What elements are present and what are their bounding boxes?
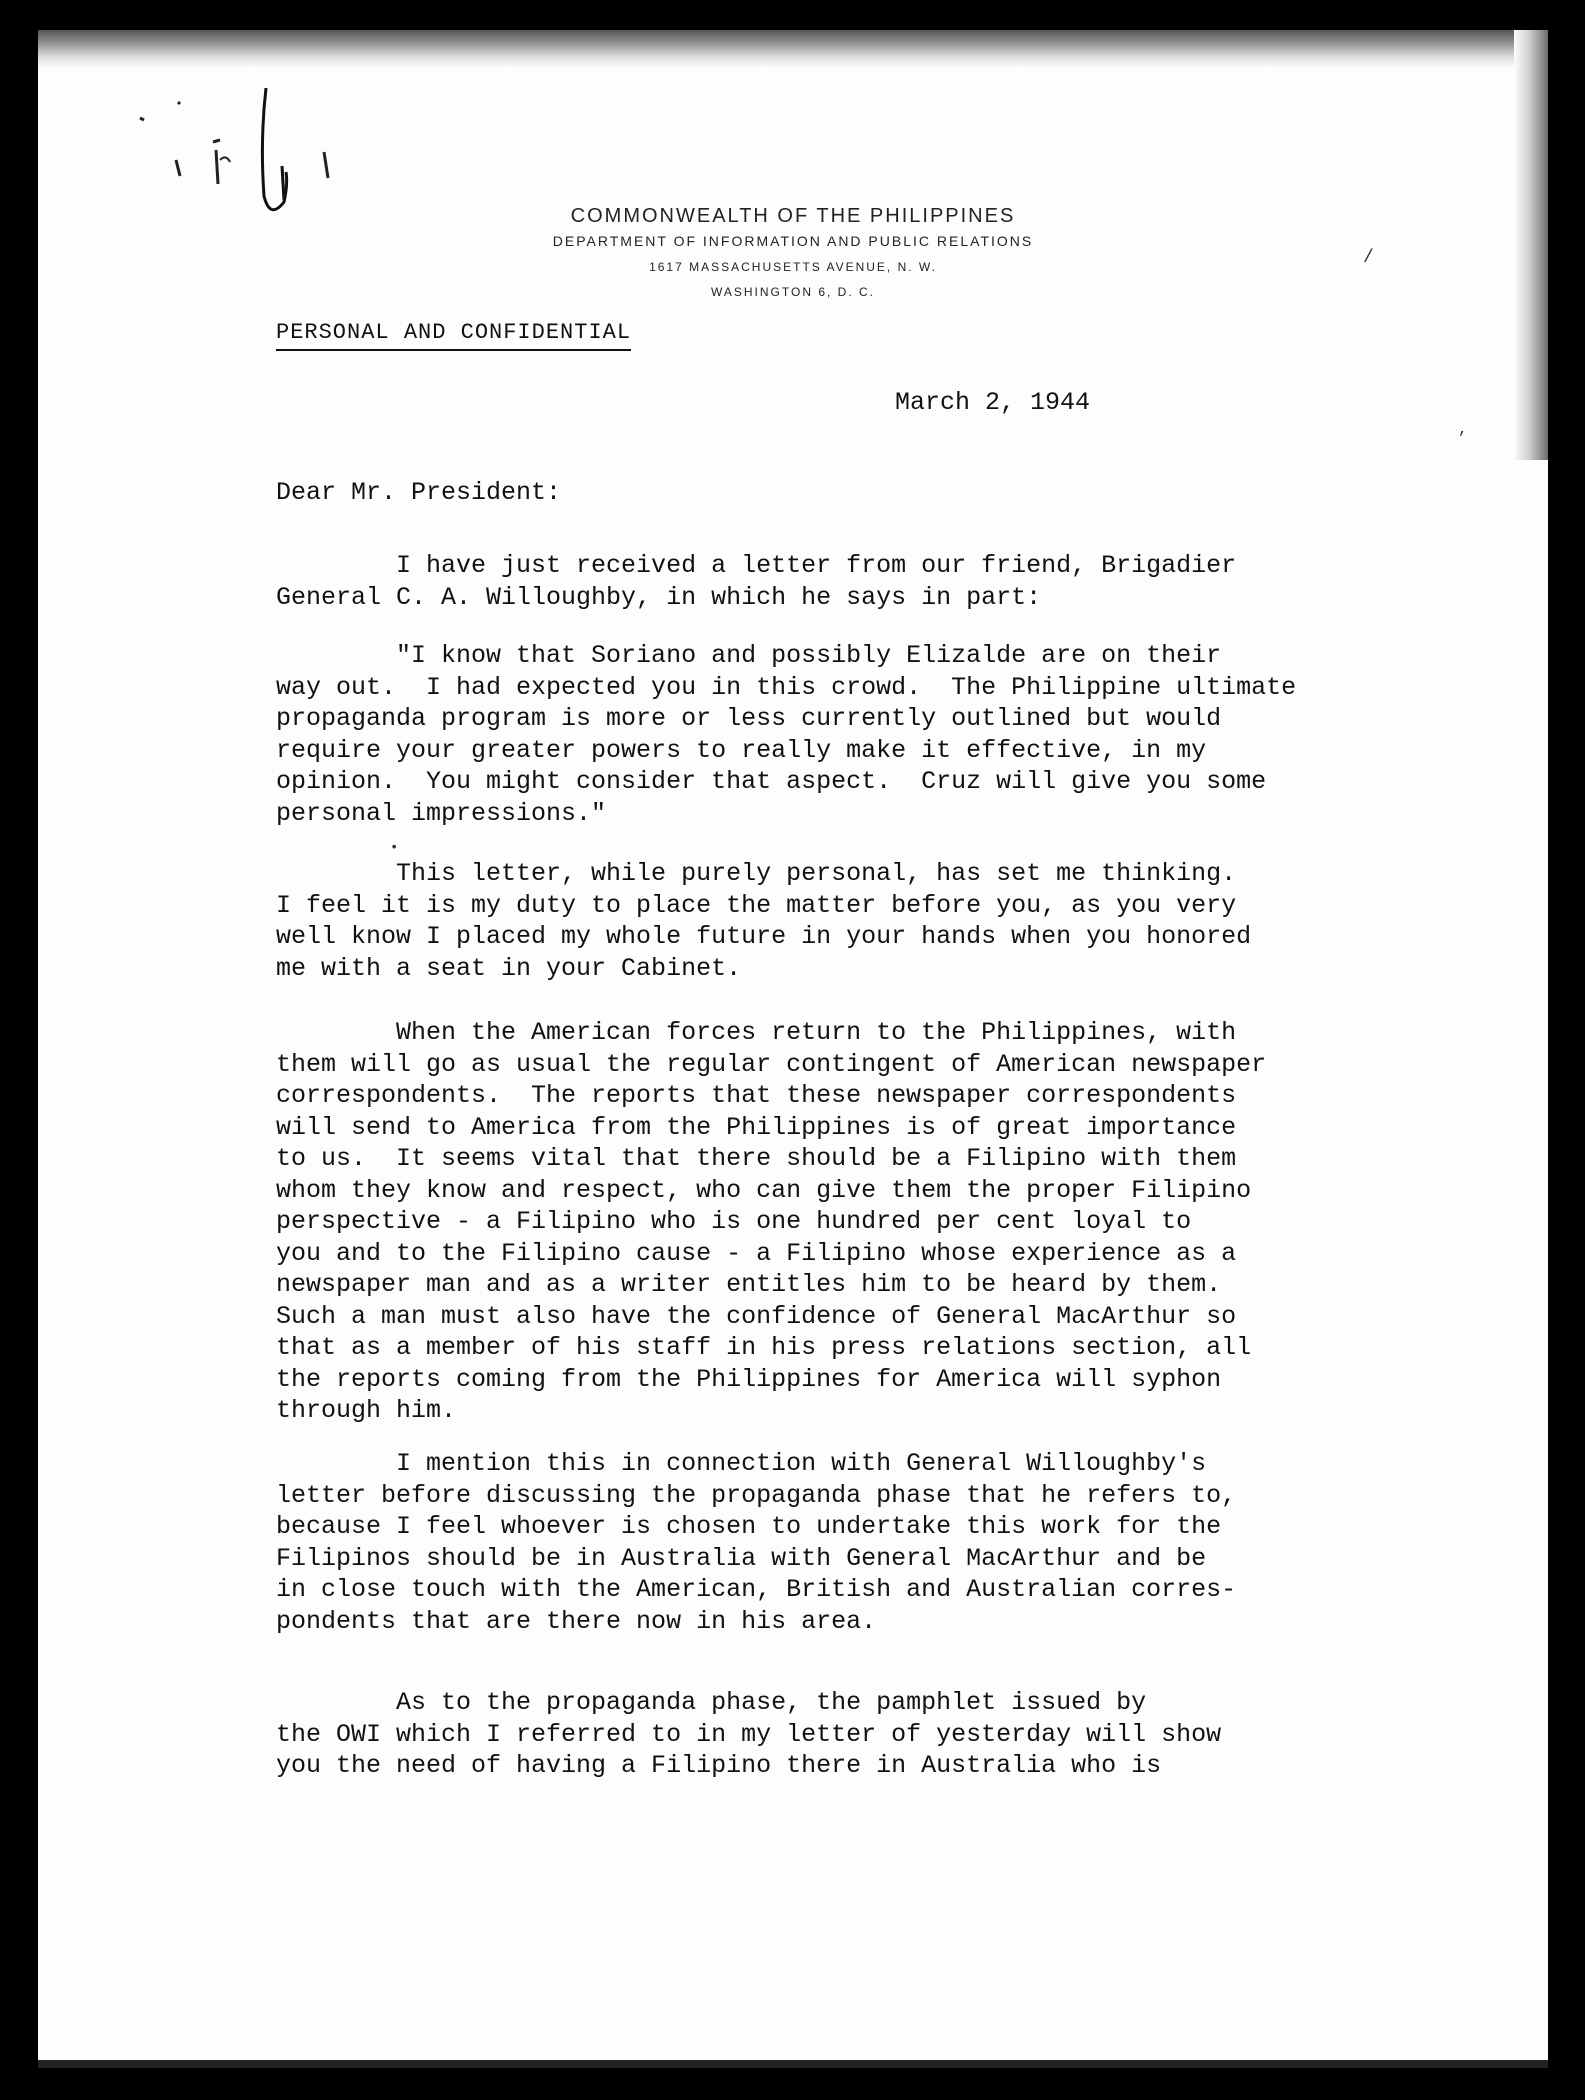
paragraph-line: the OWI which I referred to in my letter of yesterday will show <box>276 1719 1222 1749</box>
paragraph-line: This letter, while purely personal, has set me thinking. <box>276 859 1237 888</box>
paragraph-line: the reports coming from the Philippines for America will syphon <box>276 1364 1222 1394</box>
paragraph-line: I feel it is my duty to place the matter before you, as you very <box>276 890 1237 920</box>
paragraph-6 <box>276 1687 1221 1782</box>
paragraph-line: General C. A. Willoughby, in which he says in part: <box>276 582 1042 612</box>
paragraph-line: whom they know and respect, who can give them the proper Filipino <box>276 1175 1252 1205</box>
paragraph-line: to us. It seems vital that there should be a Filipino with them <box>276 1144 1237 1173</box>
paragraph-line: you and to the Filipino cause - a Filipino whose experience as a <box>276 1238 1237 1268</box>
paragraph-line: I have just received a letter from our friend, Brigadier <box>276 551 1237 580</box>
scan-top-edge <box>38 30 1548 68</box>
paragraph-line: When the American forces return to the Philippines, with <box>276 1018 1237 1047</box>
letter-date: March 2, 1944 <box>895 388 1091 417</box>
paragraph-line: them will go as usual the regular contingent of American newspaper <box>276 1049 1267 1079</box>
paragraph-3 <box>276 858 1251 984</box>
scan-bottom-edge <box>38 2060 1548 2068</box>
paragraph-line: you the need of having a Filipino there in Australia who is <box>276 1751 1162 1780</box>
paragraph-line: that as a member of his staff in his press relations section, all <box>276 1333 1252 1362</box>
paragraph-line: Such a man must also have the confidence of General MacArthur so <box>276 1301 1237 1331</box>
paragraph-4 <box>276 1017 1266 1427</box>
salutation: Dear Mr. President: <box>276 478 562 507</box>
paragraph-line: opinion. You might consider that aspect. Cruz will give you some <box>276 767 1267 796</box>
paragraph-line: letter before discussing the propaganda phase that he refers to, <box>276 1480 1237 1510</box>
paragraph-line: through him. <box>276 1396 457 1425</box>
letterhead-line-1: COMMONWEALTH OF THE PHILIPPINES <box>570 205 1016 227</box>
paragraph-line: will send to America from the Philippines is of great importance <box>276 1112 1237 1142</box>
stray-mark: • <box>390 840 399 856</box>
paragraph-line: me with a seat in your Cabinet. <box>276 953 742 983</box>
paragraph-line: I mention this in connection with General Willoughby's <box>276 1449 1207 1478</box>
paragraph-line: perspective - a Filipino who is one hundred per cent loyal to <box>276 1207 1192 1236</box>
stray-mark: / <box>1363 248 1374 268</box>
confidential-label: PERSONAL AND CONFIDENTIAL <box>276 320 631 351</box>
paragraph-line: propaganda program is more or less currently outlined but would <box>276 704 1222 733</box>
letterhead-line-3: 1617 MASSACHUSETTS AVENUE, N. W. <box>649 260 937 274</box>
paragraph-line: As to the propaganda phase, the pamphlet issued by <box>276 1688 1147 1717</box>
letterhead-line-2: DEPARTMENT OF INFORMATION AND PUBLIC RELATIONS <box>552 233 1034 249</box>
paragraph-line: require your greater powers to really make it effective, in my <box>276 735 1207 765</box>
paragraph-line: well know I placed my whole future in your hands when you honored <box>276 922 1252 951</box>
paragraph-line: personal impressions." <box>276 798 607 828</box>
letterhead-line-4: WASHINGTON 6, D. C. <box>710 285 875 299</box>
paragraph-line: way out. I had expected you in this crowd. The Philippine ultimate <box>276 672 1297 702</box>
paragraph-line: "I know that Soriano and possibly Elizalde are on their <box>276 641 1222 670</box>
paragraph-line: correspondents. The reports that these newspaper correspondents <box>276 1081 1237 1110</box>
paragraph-line: because I feel whoever is chosen to undertake this work for the <box>276 1512 1222 1541</box>
paragraph-line: pondents that are there now in his area. <box>276 1606 877 1636</box>
paragraph-line: in close touch with the American, British and Australian corres- <box>276 1575 1237 1604</box>
stray-mark: , <box>1458 420 1468 438</box>
quoted-paragraph <box>276 640 1296 829</box>
paragraph-line: Filipinos should be in Australia with General MacArthur and be <box>276 1543 1207 1573</box>
paragraph-5 <box>276 1448 1236 1637</box>
paragraph-line: newspaper man and as a writer entitles him to be heard by them. <box>276 1270 1222 1299</box>
paragraph-1 <box>276 550 1236 613</box>
letter-page <box>38 30 1548 2068</box>
